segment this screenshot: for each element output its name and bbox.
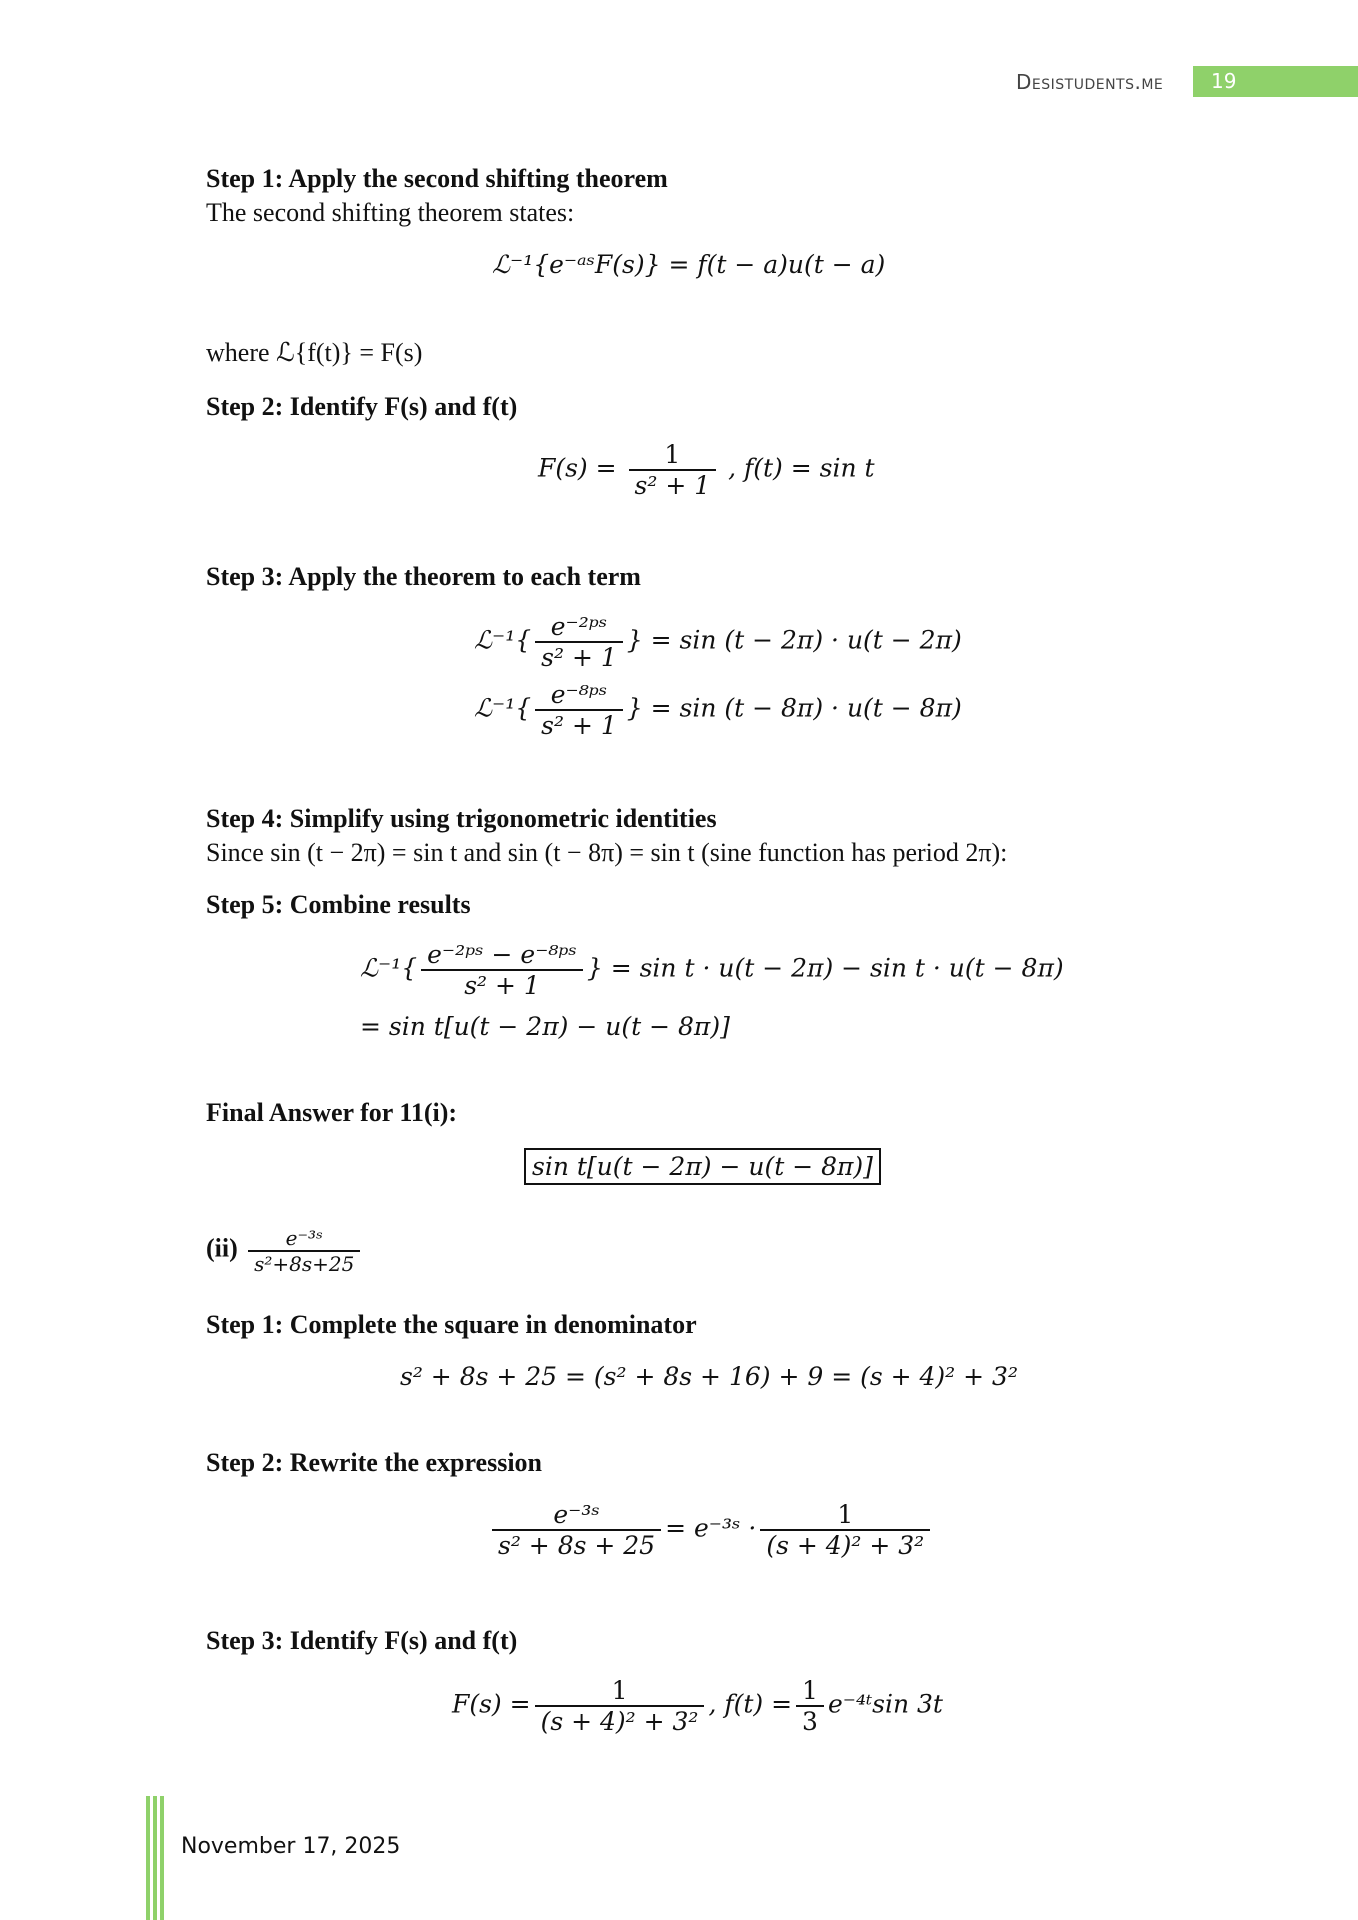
- site-name: Desistudents.me: [1016, 70, 1164, 94]
- fraction-2: [796, 1676, 824, 1736]
- fraction: [629, 440, 717, 500]
- final-answer: [524, 1152, 881, 1181]
- footer-date: November 17, 2025: [181, 1834, 401, 1859]
- numerator: e⁻²ᵖˢ: [535, 612, 623, 643]
- lhs: ℒ⁻¹{: [360, 953, 418, 983]
- final-title: Final Answer for 11(i):: [206, 1098, 458, 1127]
- where-text: where ℒ{f(t)} = F(s): [206, 338, 423, 367]
- ii-step2-formula: [488, 1500, 934, 1560]
- page-number: 19: [1211, 69, 1237, 93]
- part-label: (ii): [206, 1233, 238, 1263]
- numerator: 1: [760, 1500, 930, 1531]
- rhs: } = sin (t − 2π) · u(t − 2π): [626, 625, 962, 655]
- fraction: [421, 940, 583, 1000]
- lhs: ℒ⁻¹{: [474, 693, 532, 723]
- page-number-badge: [1193, 66, 1358, 97]
- ii-step3-title: Step 3: Identify F(s) and f(t): [206, 1626, 518, 1655]
- part-ii-heading: [206, 1226, 364, 1276]
- numerator: 1: [535, 1676, 705, 1707]
- step1-text: The second shifting theorem states:: [206, 198, 575, 227]
- numerator: 1: [796, 1676, 824, 1707]
- numerator: 1: [629, 440, 717, 471]
- denominator: s²+8s+25: [254, 1252, 355, 1276]
- step3-line-1: [474, 612, 962, 672]
- ii-step2-title: Step 2: Rewrite the expression: [206, 1448, 543, 1477]
- rhs: e⁻⁴ᵗsin 3t: [827, 1689, 943, 1719]
- denominator: s² + 8s + 25: [498, 1531, 656, 1560]
- fraction-1: [535, 1676, 705, 1736]
- rhs: } = sin t · u(t − 2π) − sin t · u(t − 8π): [586, 953, 1064, 983]
- fraction: [535, 612, 623, 672]
- lhs: ℒ⁻¹{: [474, 625, 532, 655]
- step3-line-2: [474, 680, 962, 740]
- numerator: e⁻⁸ᵖˢ: [535, 680, 623, 711]
- fraction: [248, 1226, 360, 1276]
- rhs: } = sin (t − 8π) · u(t − 8π): [626, 693, 962, 723]
- denominator: s² + 1: [634, 471, 711, 500]
- theorem-formula: ℒ⁻¹{e⁻ᵃˢF(s)} = f(t − a)u(t − a): [492, 250, 886, 279]
- step2-title: Step 2: Identify F(s) and f(t): [206, 392, 518, 421]
- fraction-1: [492, 1500, 661, 1560]
- denominator: s² + 1: [464, 971, 540, 1000]
- middle: , f(t) =: [708, 1689, 793, 1719]
- denominator: s² + 1: [541, 643, 617, 672]
- lhs: F(s) =: [538, 453, 617, 483]
- middle: = e⁻³ˢ ·: [665, 1513, 757, 1543]
- step1-title: Step 1: Apply the second shifting theorem: [206, 164, 668, 193]
- step2-formula: [538, 440, 875, 500]
- numerator: e⁻³ˢ: [492, 1500, 661, 1531]
- boxed-answer: sin t[u(t − 2π) − u(t − 8π)]: [524, 1148, 881, 1185]
- rhs: , f(t) = sin t: [728, 453, 875, 483]
- step5-title: Step 5: Combine results: [206, 890, 471, 919]
- numerator: e⁻³ˢ: [248, 1226, 360, 1252]
- numerator: e⁻²ᵖˢ − e⁻⁸ᵖˢ: [421, 940, 583, 971]
- fraction-2: [760, 1500, 930, 1560]
- fraction: [535, 680, 623, 740]
- step4-title: Step 4: Simplify using trigonometric identities: [206, 804, 717, 833]
- denominator: (s + 4)² + 3²: [766, 1531, 925, 1560]
- lhs: F(s) =: [452, 1689, 531, 1719]
- footer-decoration: [146, 1796, 166, 1920]
- ii-step3-formula: [452, 1676, 943, 1736]
- step4-text: Since sin (t − 2π) = sin t and sin (t − 8π) = sin t (sine function has period 2π):: [206, 838, 1008, 867]
- step5-line-1: [360, 940, 1064, 1000]
- ii-step1-formula: s² + 8s + 25 = (s² + 8s + 16) + 9 = (s + 4)² + 3²: [400, 1362, 1018, 1391]
- denominator: (s + 4)² + 3²: [540, 1707, 699, 1736]
- step3-title: Step 3: Apply the theorem to each term: [206, 562, 641, 591]
- ii-step1-title: Step 1: Complete the square in denominator: [206, 1310, 697, 1339]
- denominator: s² + 1: [541, 711, 617, 740]
- step5-line-2: = sin t[u(t − 2π) − u(t − 8π)]: [360, 1012, 730, 1041]
- denominator: 3: [802, 1707, 818, 1736]
